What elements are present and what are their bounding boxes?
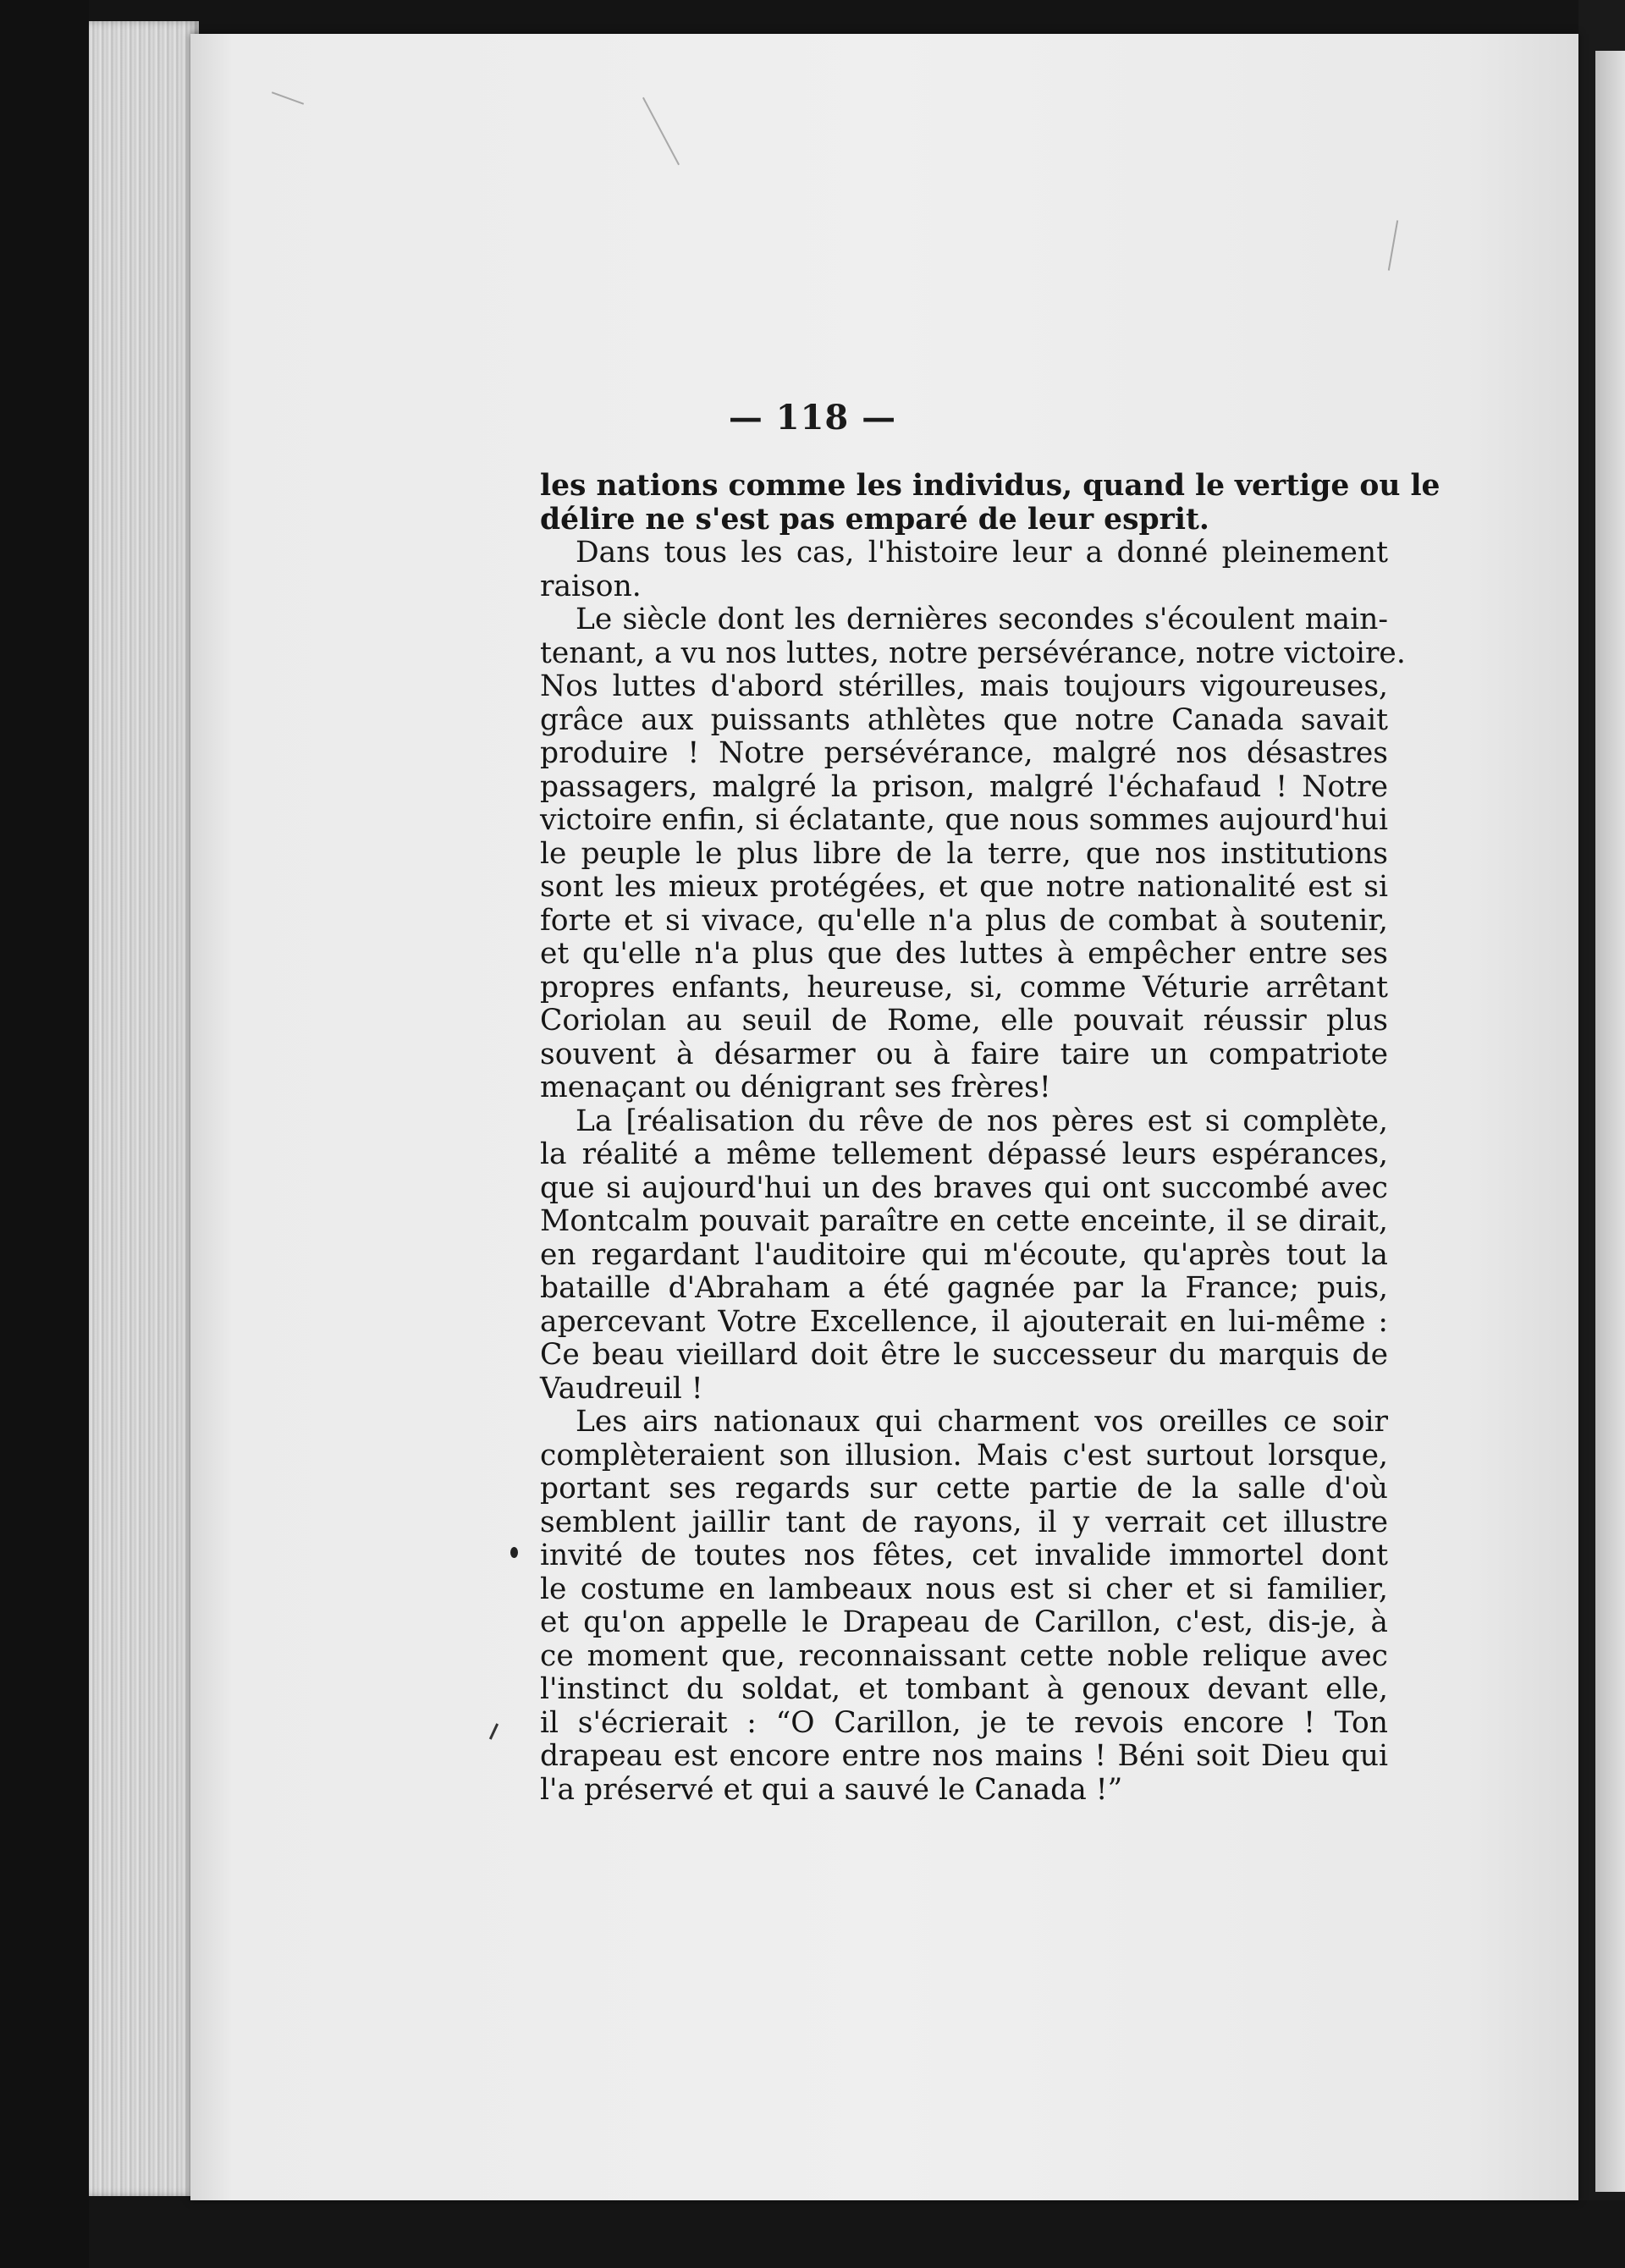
paragraph [540, 469, 1440, 537]
text-line: Coriolan au seuil de Rome, elle pouvait réussir plus [540, 1004, 1388, 1038]
text-line: menaçant ou dénigrant ses frères! [540, 1071, 1051, 1104]
paragraph [540, 537, 1388, 603]
text-line: que si aujourd'hui un des braves qui ont succombé avec [540, 1170, 1388, 1205]
text-line: il s'écrierait : “O Carillon, je te revois encore ! Ton [540, 1705, 1388, 1740]
text-line: La [réalisation du rêve de nos pères est si complète, [576, 1104, 1388, 1138]
text-line: ce moment que, reconnaissant cette noble relique avec [540, 1638, 1388, 1673]
text-line: Nos luttes d'abord stérilles, mais toujours vigoureuses, [540, 669, 1388, 703]
text-line: souvent à désarmer ou à faire taire un compatriote [540, 1037, 1388, 1071]
text-line: grâce aux puissants athlètes que notre Canada savait [540, 702, 1388, 737]
book-page-edges [89, 21, 199, 2196]
text-line: tenant, a vu nos luttes, notre persévérance, notre victoire. [540, 636, 1406, 670]
text-line: l'a préservé et qui a sauvé le Canada !” [540, 1772, 1123, 1807]
microfilm-border-left [0, 0, 89, 2268]
paragraph [540, 1105, 1388, 1406]
text-line: forte et si vivace, qu'elle n'a plus de combat à soutenir, [540, 903, 1388, 938]
text-line: raison. [540, 569, 642, 603]
text-line: Vaudreuil ! [540, 1371, 703, 1406]
facing-page-edge [1595, 51, 1625, 2192]
text-line: bataille d'Abraham a été gagnée par la France; puis, [540, 1271, 1388, 1305]
text-line: en regardant l'auditoire qui m'écoute, qu'après tout la [540, 1237, 1388, 1272]
text-line: et qu'on appelle le Drapeau de Carillon, c'est, dis-je, à [540, 1605, 1388, 1639]
text-line: Ce beau vieillard doit être le successeur du marquis de [540, 1338, 1388, 1372]
text-line: le costume en lambeaux nous est si cher et si familier, [540, 1572, 1388, 1606]
text-line: le peuple le plus libre de la terre, que nos institutions [540, 836, 1388, 871]
text-line: portant ses regards sur cette partie de la salle d'où [540, 1472, 1388, 1506]
text-line: apercevant Votre Excellence, il ajouterait en lui-même : [540, 1304, 1388, 1339]
text-line: drapeau est encore entre nos mains ! Béni soit Dieu qui [540, 1739, 1388, 1773]
text-line: la réalité a même tellement dépassé leurs espérances, [540, 1137, 1388, 1171]
body-text [540, 469, 1440, 1807]
paragraph [540, 603, 1406, 1105]
text-line: invité de toutes nos fêtes, cet invalide immortel dont [540, 1539, 1388, 1572]
microfilm-border-bottom [89, 2200, 1625, 2268]
text-line: victoire enfin, si éclatante, que nous sommes aujourd'hui [540, 803, 1388, 837]
text-line: et qu'elle n'a plus que des luttes à empêcher entre ses [540, 937, 1388, 971]
paragraph [540, 1406, 1388, 1807]
text-line: Le siècle dont les dernières secondes s'écoulent main- [576, 603, 1388, 636]
text-line: sont les mieux protégées, et que notre nationalité est si [540, 870, 1388, 904]
text-line: complèteraient son illusion. Mais c'est surtout lorsque, [540, 1438, 1388, 1473]
margin-ink-mark [510, 1547, 518, 1558]
film-scratch [1388, 220, 1398, 270]
text-line: délire ne s'est pas emparé de leur esprit. [540, 502, 1209, 537]
text-line: Les airs nationaux qui charment vos oreilles ce soir [576, 1405, 1388, 1439]
page-number: — 118 — [728, 398, 897, 438]
text-line: Montcalm pouvait paraître en cette enceinte, il se dirait, [540, 1204, 1388, 1238]
text-line: Dans tous les cas, l'histoire leur a donné pleinement [576, 536, 1388, 570]
text-line: l'instinct du soldat, et tombant à genoux devant elle, [540, 1672, 1388, 1706]
film-scratch [642, 97, 680, 165]
text-line: semblent jaillir tant de rayons, il y verrait cet illustre [540, 1505, 1388, 1539]
text-line: produire ! Notre persévérance, malgré nos désastres [540, 736, 1388, 770]
film-scratch [272, 91, 304, 105]
text-line: passagers, malgré la prison, malgré l'échafaud ! Notre [540, 769, 1388, 804]
text-line: propres enfants, heureuse, si, comme Véturie arrêtant [540, 970, 1388, 1005]
text-line: les nations comme les individus, quand le vertige ou le [540, 469, 1440, 503]
